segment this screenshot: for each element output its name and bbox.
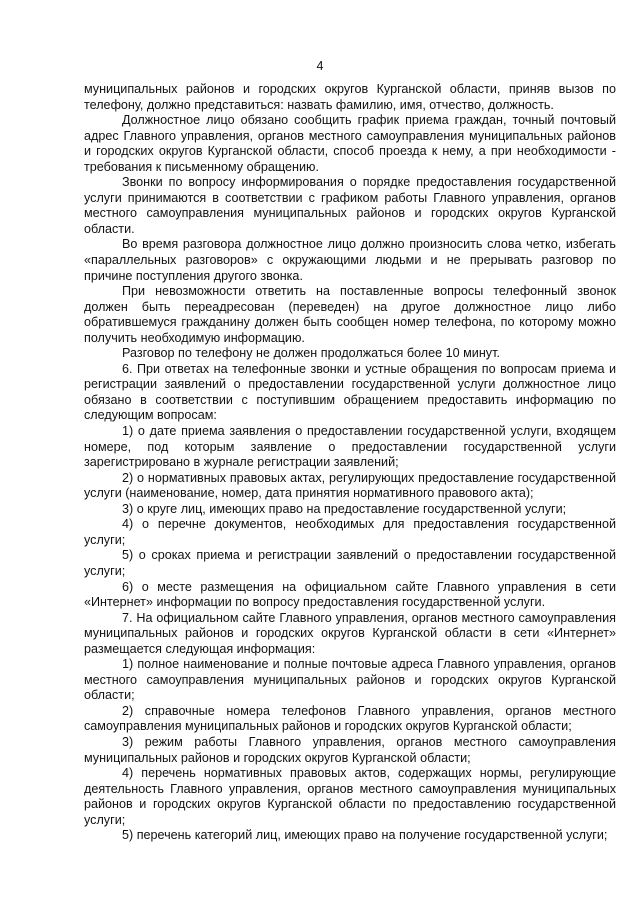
paragraph: 3) режим работы Главного управления, органов местного самоуправления муниципальных районов и городских округов Курганской области;: [84, 734, 616, 765]
page-number: 4: [316, 59, 324, 73]
paragraph: 6) о месте размещения на официальном сайте Главного управления в сети «Интернет» информации по вопросу предоставления государственной услуги.: [84, 579, 616, 610]
paragraph: 1) о дате приема заявления о предоставлении государственной услуги, входящем номере, под которым заявление о предоставлении государственной услуги зарегистрировано в журнале регистрации заявлений;: [84, 424, 616, 470]
paragraph: муниципальных районов и городских округов Курганской области, приняв вызов по телефону, должно представиться: назвать фамилию, имя, отчество, должность.: [84, 82, 616, 112]
paragraph: Звонки по вопросу информирования о порядке предоставления государственной услуги принимаются в соответствии с графиком работы Главного управления, органов местного самоуправления муниципальных районов и городских округов Курганской области.: [84, 175, 616, 236]
paragraph: При невозможности ответить на поставленные вопросы телефонный звонок должен быть переадресован (переведен) на другое должностное лицо либо обратившемуся гражданину должен быть сообщен номер телефона, по которому можно получить необходимую информацию.: [84, 284, 616, 345]
paragraph: 1) полное наименование и полные почтовые адреса Главного управления, органов местного самоуправления муниципальных районов и городских округов Курганской области;: [84, 657, 616, 703]
paragraph: 2) о нормативных правовых актах, регулирующих предоставление государственной услуги (наименование, номер, дата принятия нормативного правового акта);: [84, 470, 616, 501]
paragraph: 5) о сроках приема и регистрации заявлений о предоставлении государственной услуги;: [84, 548, 616, 578]
paragraph: 5) перечень категорий лиц, имеющих право на получение государственной услуги;: [122, 828, 608, 843]
paragraph: 4) о перечне документов, необходимых для предоставления государственной услуги;: [84, 517, 616, 547]
paragraph: 3) о круге лиц, имеющих право на предоставление государственной услуги;: [122, 501, 567, 516]
paragraph: 4) перечень нормативных правовых актов, содержащих нормы, регулирующие деятельность Главного управления, органов местного самоуправления муниципальных районов и городских округов Курганской области по предоставлению государственной услуги;: [84, 766, 616, 827]
paragraph: Во время разговора должностное лицо должно произносить слова четко, избегать «параллельных разговоров» с окружающими людьми и не прерывать разговор по причине поступления другого звонка.: [84, 237, 616, 283]
paragraph: Должностное лицо обязано сообщить график приема граждан, точный почтовый адрес Главного управления, органов местного самоуправления муниципальных районов и городских округов Курганской области, способ проезда к нему, а при необходимости - требования к письменному обращению.: [84, 113, 616, 174]
paragraph: Разговор по телефону не должен продолжаться более 10 минут.: [122, 346, 500, 361]
paragraph: 6. При ответах на телефонные звонки и устные обращения по вопросам приема и регистрации заявлений о предоставлении государственной услуги должностное лицо обязано в соответствии с поступившим обращением предоставить информацию по следующим вопросам:: [84, 361, 616, 423]
paragraph: 2) справочные номера телефонов Главного управления, органов местного самоуправления муниципальных районов и городских округов Курганской области;: [84, 703, 616, 734]
paragraph: 7. На официальном сайте Главного управления, органов местного самоуправления муниципальных районов и городских округов Курганской области в сети «Интернет» размещается следующая информация:: [84, 610, 616, 656]
document-body: [84, 82, 616, 844]
